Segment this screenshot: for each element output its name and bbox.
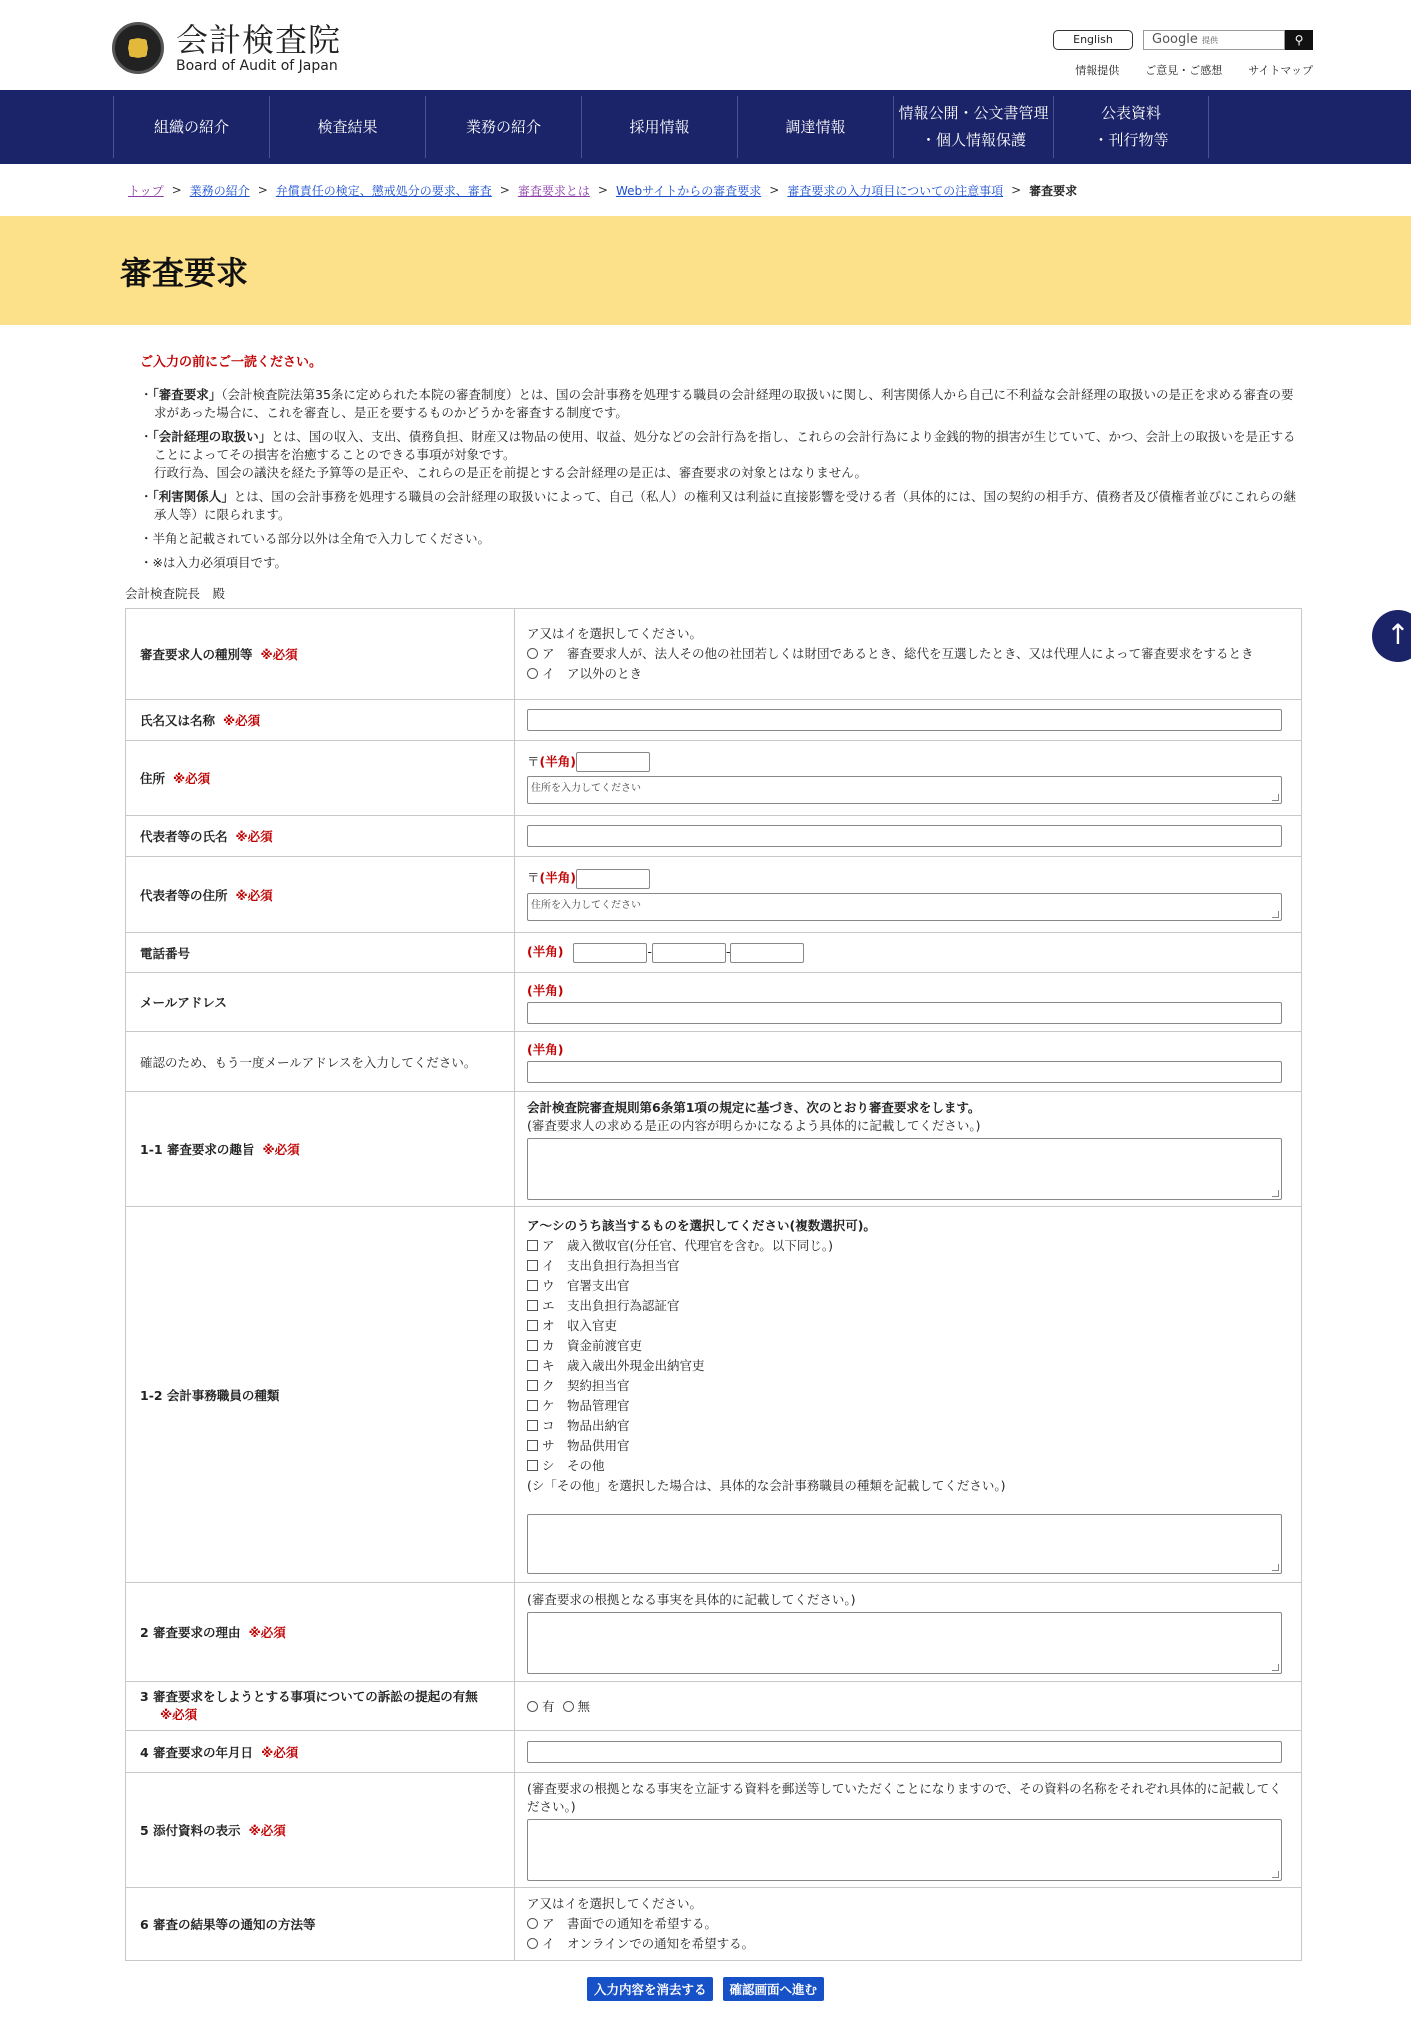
option-text: 収入官吏 <box>567 1317 618 1333</box>
option-text: 物品供用官 <box>567 1437 630 1453</box>
officer-option[interactable] <box>527 1436 1289 1456</box>
label-officer-type: 1-2 会計事務職員の種類 <box>140 1387 280 1403</box>
breadcrumb-separator: > <box>257 183 268 197</box>
row-requester-type <box>126 609 1302 700</box>
option-text: 歳入歳出外現金出納官吏 <box>567 1357 705 1373</box>
label-phone: 電話番号 <box>140 945 191 961</box>
label-rep-address: 代表者等の住所 <box>140 887 228 903</box>
title-band <box>0 216 1411 325</box>
nav-item-procurement[interactable]: 調達情報 <box>737 96 893 158</box>
option-text: 契約担当官 <box>567 1377 630 1393</box>
checkbox[interactable] <box>527 1300 538 1311</box>
required-mark: ※必須 <box>248 1823 286 1838</box>
phone-dash: - <box>647 944 652 960</box>
row-reason <box>126 1583 1302 1682</box>
option-text: 資金前渡官吏 <box>567 1337 643 1353</box>
breadcrumb-web-review[interactable]: Webサイトからの審査要求 <box>615 183 762 198</box>
notice-text: 行政行為、国会の議決を経た予算等の是正や、これらの是正を前提とする会計経理の是正は、審査要求の対象とはなりません。 <box>154 465 868 480</box>
required-mark: ※必須 <box>260 647 298 662</box>
officer-option[interactable] <box>527 1316 1289 1336</box>
purpose-hint: (審査要求人の求める是正の内容が明らかになるよう具体的に記載してください。) <box>527 1117 981 1133</box>
nav-item-disclosure[interactable]: 情報公開・公文書管理 ・個人情報保護 <box>893 96 1053 158</box>
officer-type-lead: ア～シのうち該当するものを選択してください(複数選択可)。 <box>527 1217 876 1233</box>
notice-term: 「審査要求」 <box>152 387 222 402</box>
label-reason: 2 審査要求の理由 <box>140 1625 241 1640</box>
option-key: オ <box>542 1317 555 1333</box>
back-to-top-button[interactable] <box>1372 610 1411 662</box>
address-textarea[interactable] <box>527 776 1282 804</box>
row-notify <box>126 1888 1302 1961</box>
officer-type-hint: (シ「その他」を選択した場合は、具体的な会計事務職員の種類を記載してください。) <box>527 1477 1006 1493</box>
option-key: エ <box>542 1297 555 1313</box>
option-key: イ <box>542 1257 555 1273</box>
form-buttons <box>0 1977 1411 2001</box>
label-email-confirm: 確認のため、もう一度メールアドレスを入力してください。 <box>140 1054 477 1070</box>
checkbox[interactable] <box>527 1360 538 1371</box>
breadcrumb-what-is-review[interactable]: 審査要求とは <box>517 183 590 198</box>
rep-name-input[interactable] <box>527 825 1282 847</box>
site-header <box>0 0 1411 90</box>
option-key: ケ <box>542 1397 555 1413</box>
attachments-hint: (審査要求の根拠となる事実を立証する資料を郵送等していただくことになりますので、その資料の名称をそれぞれ具体的に記載してください。) <box>527 1780 1282 1814</box>
reason-textarea[interactable] <box>527 1612 1282 1674</box>
option-text: その他 <box>567 1457 605 1473</box>
postal-mark: 〒 <box>527 870 540 886</box>
rep-postal-code-input[interactable] <box>576 869 650 889</box>
required-mark: ※必須 <box>160 1707 198 1722</box>
option-text: 官署支出官 <box>567 1277 630 1293</box>
notice-item: ・「利害関係人」とは、国の会計事務を処理する職員の会計経理の取扱いによって、自己（私人）の権利又は利益に直接影響を受ける者（具体的には、国の契約の相手方、債務者及び債権者並びにこれらの継承人等）に限られます。 <box>140 489 1297 522</box>
label-notify: 6 審査の結果等の通知の方法等 <box>140 1917 316 1932</box>
english-button[interactable]: English <box>1053 30 1133 50</box>
email-input[interactable] <box>527 1002 1282 1024</box>
radio-notify-a[interactable] <box>527 1918 538 1929</box>
checkbox[interactable] <box>527 1240 538 1251</box>
half-width-mark: (半角) <box>527 944 564 960</box>
util-link-info[interactable]: 情報提供 <box>1075 64 1120 77</box>
breadcrumb-liability[interactable]: 弁償責任の検定、懲戒処分の要求、審査 <box>275 183 492 198</box>
addressee: 会計検査院長 殿 <box>125 586 226 601</box>
required-mark: ※必須 <box>173 771 211 786</box>
confirm-button[interactable]: 確認画面へ進む <box>723 1977 825 2001</box>
breadcrumb-separator: > <box>171 183 182 197</box>
label-email: メールアドレス <box>140 995 227 1010</box>
checkbox[interactable] <box>527 1460 538 1471</box>
checkbox[interactable] <box>527 1380 538 1391</box>
notice-term: 「会計経理の取扱い」 <box>152 429 272 444</box>
officer-option[interactable] <box>527 1456 1289 1476</box>
breadcrumb-separator: > <box>597 183 608 197</box>
officer-option[interactable] <box>527 1416 1289 1436</box>
officer-option[interactable] <box>527 1376 1289 1396</box>
row-rep-name <box>126 816 1302 857</box>
label-requester-type: 審査要求人の種別等 <box>140 647 253 662</box>
notice-item: ・半角と記載されている部分以外は全角で入力してください。 <box>140 531 491 546</box>
notice-text: とは、国の会計事務を処理する職員の会計経理の取扱いによって、自己（私人）の権利又は利益に直接影響を受ける者（具体的には、国の契約の相手方、債務者及び債権者並びにこれらの継承人等）に限られます。 <box>154 489 1297 522</box>
purpose-textarea[interactable] <box>527 1138 1282 1200</box>
breadcrumb-input-notes[interactable]: 審査要求の入力項目についての注意事項 <box>787 183 1004 198</box>
util-link-sitemap[interactable]: サイトマップ <box>1248 64 1313 77</box>
row-email-confirm <box>126 1032 1302 1092</box>
search-placeholder: Google <box>1152 32 1198 47</box>
required-mark: ※必須 <box>261 1744 299 1760</box>
label-lawsuit: 3 審査要求をしようとする事項についての訴訟の提起の有無 <box>140 1689 478 1704</box>
reason-hint: (審査要求の根拠となる事実を具体的に記載してください。) <box>527 1591 856 1607</box>
option-key: ウ <box>542 1277 555 1293</box>
utility-links <box>1075 62 1313 78</box>
phone-input-2[interactable] <box>652 943 726 963</box>
option-text: 書面での通知を希望する。 <box>567 1916 718 1931</box>
radio-lawsuit-no[interactable] <box>563 1701 574 1712</box>
global-nav <box>0 90 1411 164</box>
attachments-textarea[interactable] <box>527 1819 1282 1881</box>
required-mark: ※必須 <box>262 1142 300 1157</box>
phone-dash: - <box>725 944 731 960</box>
label-attachments: 5 添付資料の表示 <box>140 1823 241 1838</box>
row-email <box>126 973 1302 1032</box>
option-text: 支出負担行為認証官 <box>567 1297 680 1313</box>
purpose-lead: 会計検査院審査規則第6条第1項の規定に基づき、次のとおり審査要求をします。 <box>527 1099 981 1115</box>
label-rep-name: 代表者等の氏名 <box>140 829 228 844</box>
checkbox[interactable] <box>527 1340 538 1351</box>
option-a[interactable] <box>527 644 1289 664</box>
search-input[interactable] <box>1143 30 1285 50</box>
notice-item: ・「会計経理の取扱い」とは、国の収入、支出、債務負担、財産又は物品の使用、収益、処分などの会計行為を指し、これらの会計行為により金銭的物的損害が生じていて、かつ、会計上の取扱いを是正することによってその損害を治癒することのできる事項が対象です。 行政行為、国会の議決を経た予算等の是正や、これらの是正を前提とする会計経理の是正は、審査要求の対象とはなりません。 <box>140 429 1296 480</box>
seal-icon <box>112 22 164 74</box>
option-key: コ <box>542 1417 555 1433</box>
row-purpose <box>126 1092 1302 1207</box>
row-rep-address <box>126 857 1302 933</box>
postal-code-input[interactable] <box>576 752 650 772</box>
address-placeholder: 住所を入力してください <box>531 783 641 795</box>
search-icon: ⚲ <box>1294 33 1304 47</box>
notify-option-a[interactable] <box>527 1914 1289 1934</box>
officer-option[interactable] <box>527 1236 1289 1256</box>
breadcrumb-current: 審査要求 <box>1029 183 1078 198</box>
notice-item: ・※は入力必須項目です。 <box>140 555 287 570</box>
option-key: サ <box>542 1437 555 1453</box>
option-key: ア <box>542 646 555 661</box>
notice-text: ※は入力必須項目です。 <box>152 555 287 570</box>
option-key: イ <box>542 1936 555 1951</box>
postal-mark: 〒 <box>527 753 540 769</box>
required-mark: ※必須 <box>235 887 273 903</box>
row-date <box>126 1731 1302 1773</box>
nav-item-audit-results[interactable]: 検査結果 <box>269 96 425 158</box>
lawsuit-yes-label: 有 <box>542 1699 555 1714</box>
officer-option[interactable] <box>527 1396 1289 1416</box>
option-text: 支出負担行為担当官 <box>567 1257 680 1273</box>
search-provided: 提供 <box>1201 36 1218 45</box>
row-name <box>126 700 1302 741</box>
notice-text: とは、国の収入、支出、債務負担、財産又は物品の使用、収益、処分などの会計行為を指し、これらの会計行為により金銭的物的損害が生じていて、かつ、会計上の取扱いを是正することによってその損害を治癒することのできる事項が対象です。 <box>154 429 1296 462</box>
notice-term: 「利害関係人」 <box>152 489 234 504</box>
half-width-mark: (半角) <box>539 753 576 769</box>
breadcrumb-operations[interactable]: 業務の紹介 <box>189 183 250 198</box>
search-button[interactable] <box>1285 30 1313 50</box>
radio-b[interactable] <box>527 668 538 679</box>
breadcrumb-top[interactable]: トップ <box>128 183 164 198</box>
row-lawsuit <box>126 1682 1302 1731</box>
half-width-mark: (半角) <box>527 982 564 998</box>
required-mark: ※必須 <box>248 1625 286 1640</box>
notice-heading: ご入力の前にご一読ください。 <box>140 355 323 370</box>
arrow-up-icon: ↑ <box>1386 618 1410 651</box>
checkbox[interactable] <box>527 1400 538 1411</box>
label-date: 4 審査要求の年月日 <box>140 1744 254 1760</box>
notify-instruction: ア又はイを選択してください。 <box>527 1896 703 1911</box>
lawsuit-no-label: 無 <box>577 1699 591 1714</box>
option-text: 審査要求人が、法人その他の社団若しくは財団であるとき、総代を互選したとき、又は代理人によって審査要求をするとき <box>567 646 1254 661</box>
radio-a[interactable] <box>527 648 538 659</box>
option-text: 物品管理官 <box>567 1397 630 1413</box>
label-address: 住所 <box>140 771 166 786</box>
review-request-form <box>125 608 1302 1961</box>
breadcrumb-separator: > <box>1011 183 1022 197</box>
option-key: カ <box>542 1337 555 1353</box>
required-mark: ※必須 <box>235 829 273 844</box>
half-width-mark: (半角) <box>539 870 576 886</box>
checkbox[interactable] <box>527 1420 538 1431</box>
breadcrumb <box>0 164 1411 216</box>
rep-address-textarea[interactable] <box>527 893 1282 921</box>
option-key: キ <box>542 1357 555 1373</box>
label-purpose: 1-1 審査要求の趣旨 <box>140 1142 255 1157</box>
email-confirm-input[interactable] <box>527 1061 1282 1083</box>
radio-notify-b[interactable] <box>527 1938 538 1949</box>
option-text: ア以外のとき <box>567 666 643 681</box>
notice-text: 半角と記載されている部分以外は全角で入力してください。 <box>152 531 491 546</box>
radio-lawsuit-yes[interactable] <box>527 1701 538 1712</box>
name-input[interactable] <box>527 709 1282 731</box>
row-phone <box>126 933 1302 973</box>
notice-item: ・「審査要求」（会計検査院法第35条に定められた本院の審査制度）とは、国の会計事務を処理する職員の会計経理の取扱いに関し、利害関係人から自己に不利益な会計経理の取扱いの是正を求める審査の要求があった場合に、これを審査し、是正を要するものかどうかを審査する制度です。 <box>140 387 1294 420</box>
breadcrumb-separator: > <box>499 183 510 197</box>
date-input[interactable] <box>527 1741 1282 1763</box>
option-key: イ <box>542 666 555 681</box>
option-text: 歳入徴収官(分任官、代理官を含む。以下同じ。) <box>567 1237 834 1253</box>
officer-other-textarea[interactable] <box>527 1514 1282 1574</box>
option-text: 物品出納官 <box>567 1417 630 1433</box>
row-address <box>126 741 1302 816</box>
officer-option[interactable] <box>527 1256 1289 1276</box>
nav-item-publications[interactable]: 公表資料 ・刊行物等 <box>1053 96 1209 158</box>
option-key: ア <box>542 1237 555 1253</box>
notify-option-b[interactable] <box>527 1934 1289 1954</box>
phone-input-1[interactable] <box>573 943 647 963</box>
option-text: オンラインでの通知を希望する。 <box>567 1936 755 1951</box>
logo-title-en: Board of Audit of Japan <box>176 58 338 74</box>
checkbox[interactable] <box>527 1440 538 1451</box>
checkbox[interactable] <box>527 1260 538 1271</box>
nav-item-organization[interactable]: 組織の紹介 <box>113 96 269 158</box>
notice-text: （会計検査院法第35条に定められた本院の審査制度）とは、国の会計事務を処理する職員の会計経理の取扱いに関し、利害関係人から自己に不利益な会計経理の取扱いの是正を求める審査の要求があった場合に、これを審査し、是正を要するものかどうかを審査する制度です。 <box>154 387 1294 420</box>
nav-item-operations[interactable]: 業務の紹介 <box>425 96 581 158</box>
page-title: 審査要求 <box>120 253 249 292</box>
checkbox[interactable] <box>527 1280 538 1291</box>
nav-item-recruitment[interactable]: 採用情報 <box>581 96 737 158</box>
breadcrumb-separator: > <box>769 183 780 197</box>
row-attachments <box>126 1773 1302 1888</box>
option-b[interactable] <box>527 664 1289 684</box>
option-key: ア <box>542 1916 555 1931</box>
officer-option[interactable] <box>527 1276 1289 1296</box>
requester-type-instruction: ア又はイを選択してください。 <box>527 626 703 641</box>
option-key: ク <box>542 1377 555 1393</box>
clear-button[interactable]: 入力内容を消去する <box>587 1977 714 2001</box>
officer-option[interactable] <box>527 1356 1289 1376</box>
logo-title-ja: 会計検査院 <box>176 21 342 59</box>
option-key: シ <box>542 1457 555 1473</box>
phone-input-3[interactable] <box>730 943 804 963</box>
half-width-mark: (半角) <box>527 1042 564 1057</box>
label-name: 氏名又は名称 <box>140 713 216 728</box>
address-placeholder: 住所を入力してください <box>531 899 641 911</box>
required-mark: ※必須 <box>223 713 261 728</box>
site-logo[interactable] <box>112 22 341 74</box>
row-officer-type <box>126 1207 1302 1583</box>
officer-option[interactable] <box>527 1296 1289 1316</box>
officer-option[interactable] <box>527 1336 1289 1356</box>
notice-section <box>0 325 1300 572</box>
util-link-feedback[interactable]: ご意見・ご感想 <box>1145 64 1223 77</box>
checkbox[interactable] <box>527 1320 538 1331</box>
